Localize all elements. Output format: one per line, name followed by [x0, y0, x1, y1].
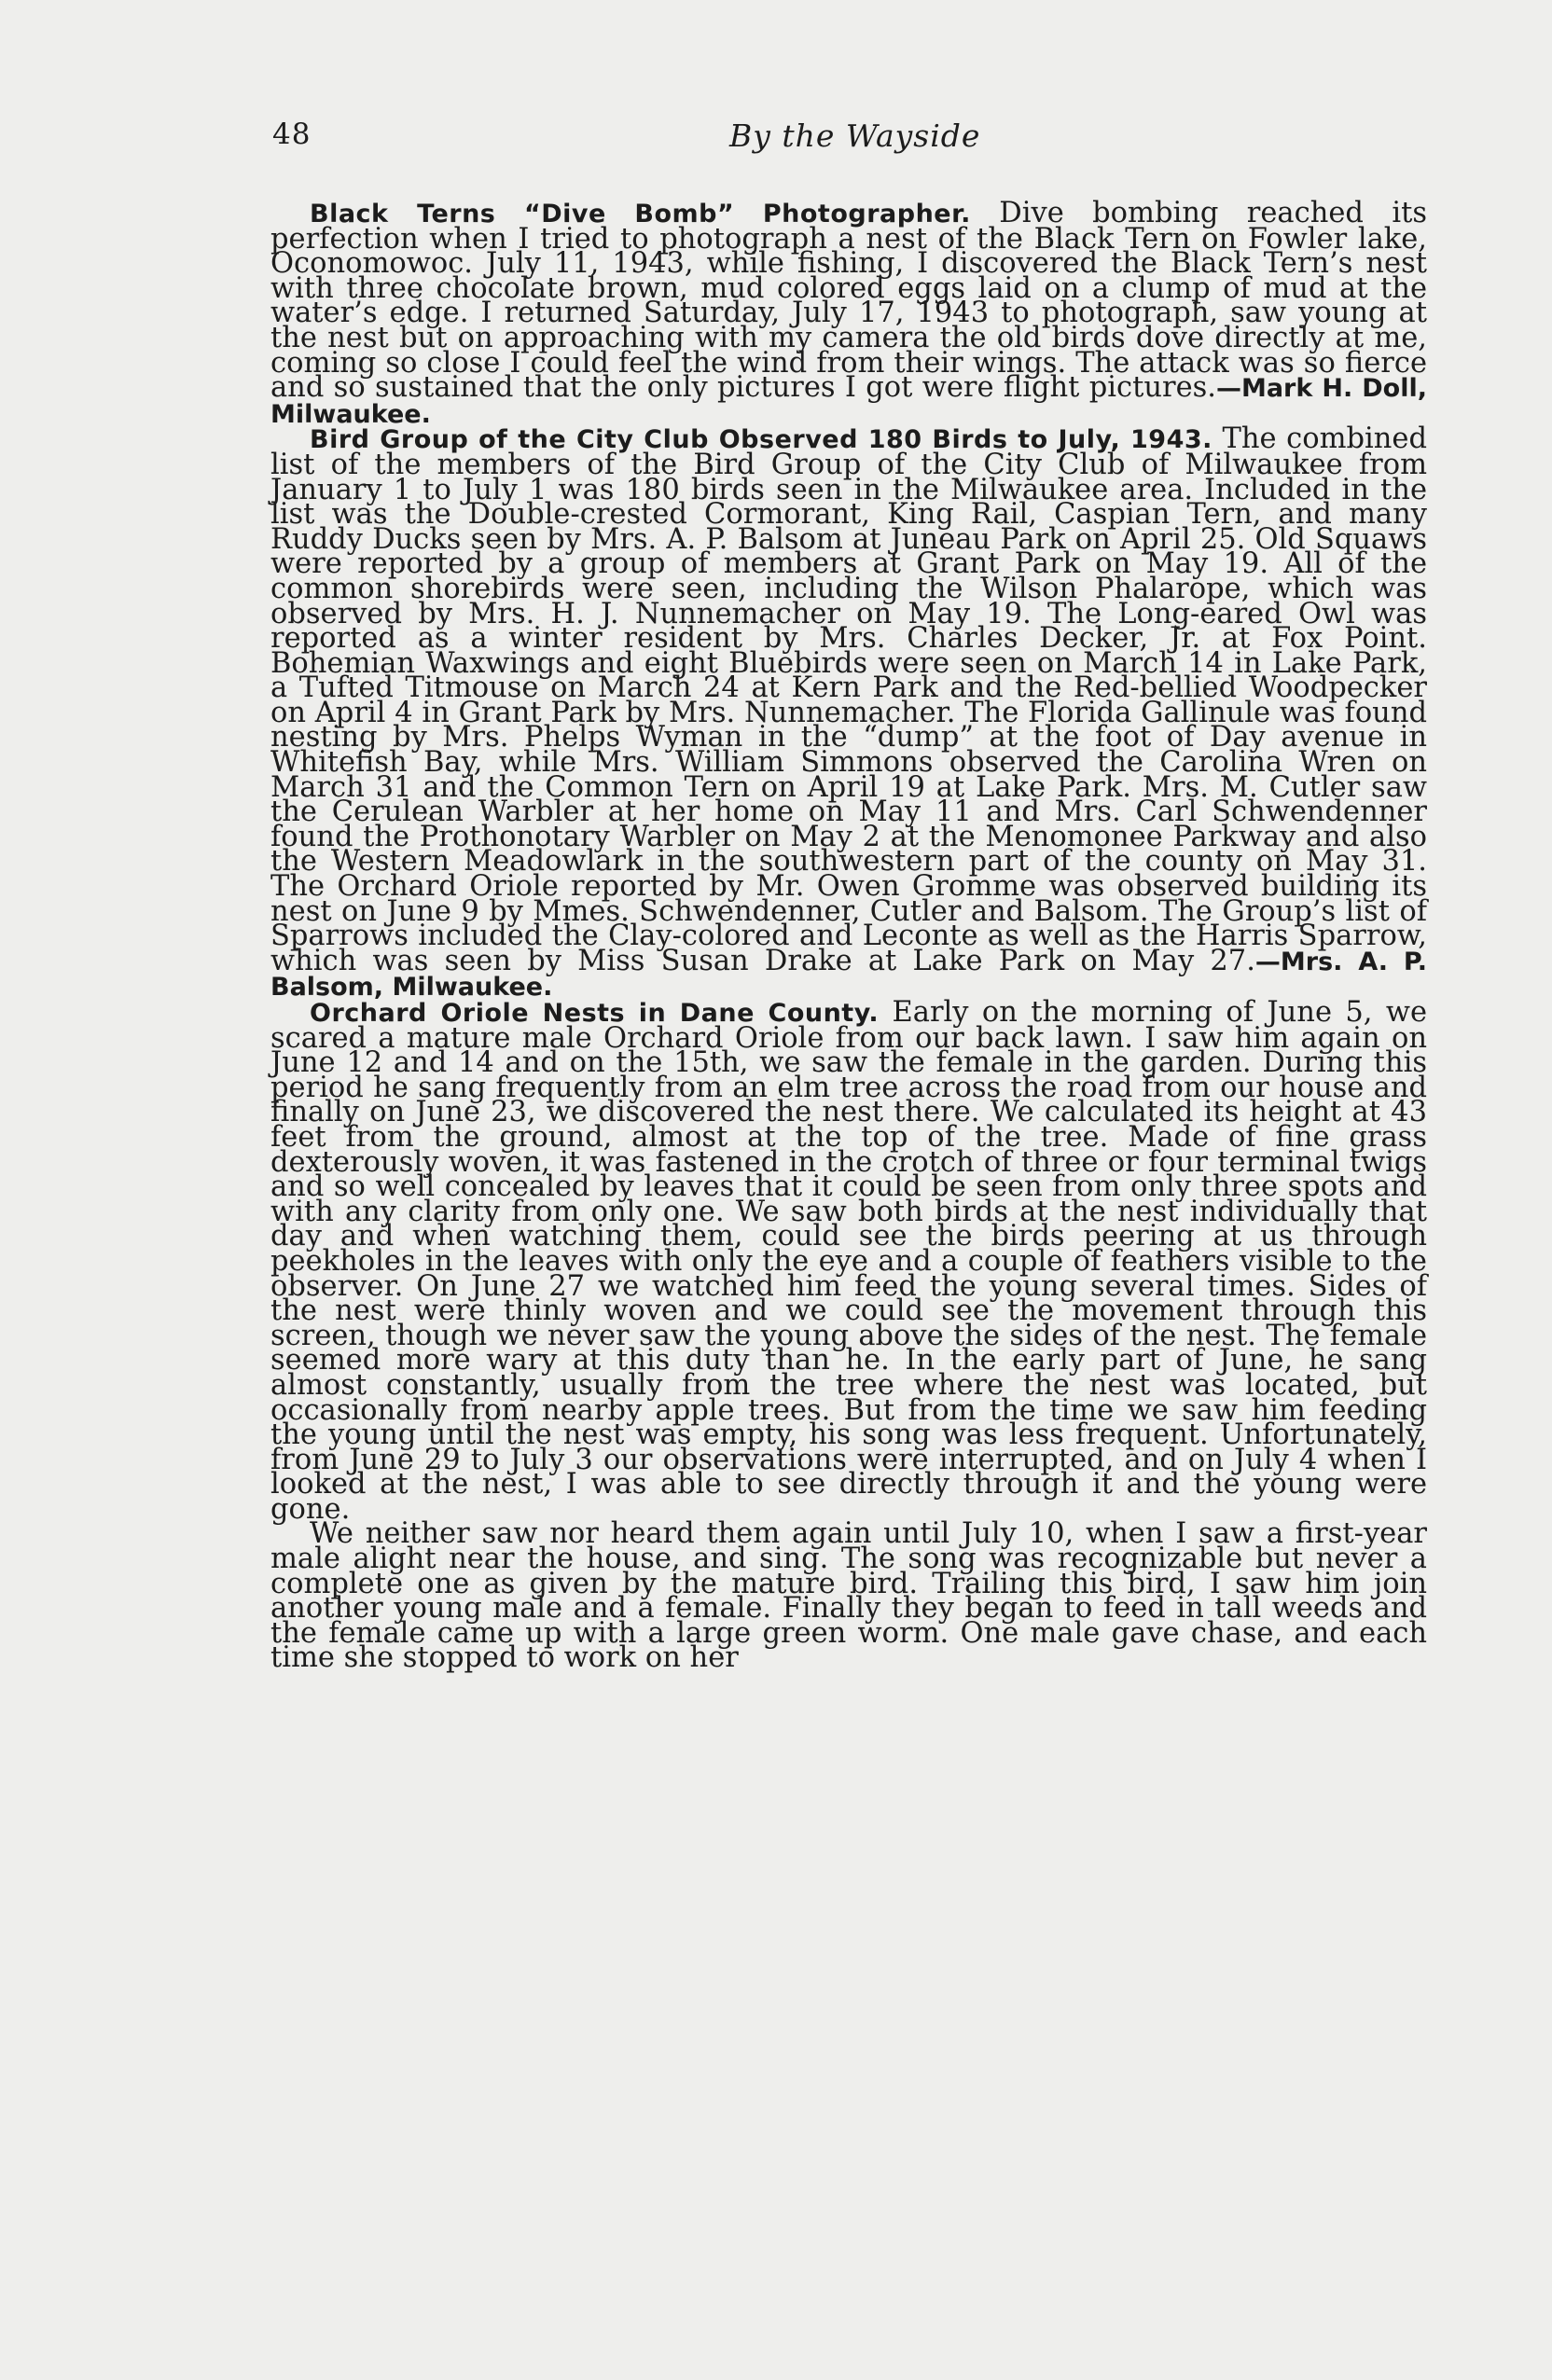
- article-body: Dive bombing reached its perfection when I tried to photograph a nest of the Black Tern on Fowler lake, Oconomowoc. July 11, 1943, while fishing, I discovered the Black Tern’s nest with three chocolate brown, mud colored eggs laid on a clump of mud at the water’s edge. I returned Saturday, July 17, 1943 to photograph, saw young at the nest but on approaching with my camera the old birds dove directly at me, coming so close I could feel the wind from their wings. The attack was so fierce and so sustained that the only pictures I got were flight pictures.: [270, 197, 1427, 405]
- running-head: By the Wayside: [729, 118, 981, 154]
- page-header: [272, 118, 1280, 173]
- article-signature: —Mrs. A. P. Balsom, Milwaukee.: [270, 947, 1427, 1003]
- article-title: Black Terns “Dive Bomb” Photographer.: [310, 200, 971, 228]
- article-signature: —Mark H. Doll, Milwaukee.: [270, 374, 1427, 429]
- article-continuation: We neither saw nor heard them again until July 10, when I saw a first-year male alight near the house, and sing. The song was recognizable but never a complete one as given by the mature bird. Trailing this bird, I saw him join another young male and a female. Finally they began to feed in tall weeds and the female came up with a large green worm. One male gave chase, and each time she stopped to work on her: [270, 1517, 1427, 1675]
- article-title: Bird Group of the City Club Observed 180 Birds to July, 1943.: [310, 425, 1212, 455]
- page-body: [270, 197, 1428, 1675]
- article-orchard-oriole: [270, 996, 1428, 1526]
- article-city-club: [270, 422, 1427, 1003]
- article-body: Early on the morning of June 5, we scared a mature male Orchard Oriole from our back lawn. I saw him again on June 12 and 14 and on the 15th, we saw the female in the garden. During this period he sang frequently from an elm tree across the road from our house and finally on June 23, we discovered the nest there. We calculated its height at 43 feet from the ground, almost at the top of the tree. Made of fine grass dexterously woven, it was fastened in the crotch of three or four terminal twigs and so well concealed by leaves that it could be seen from only three spots and with any clarity from only one. We saw both birds at the nest individually that day and when watching them, could see the birds peering at us through peekholes in the leaves with only the eye and a couple of feathers visible to the observer. On June 27 we watched him feed the young several times. Sides of the nest were thinly woven and we could see the movement through this screen, though we never saw the young above the sides of the nest. The female seemed more wary at this duty than he. In the early part of June, he sang almost constantly, usually from the tree where the nest was located, but occasionally from nearby apple trees. But from the time we saw him feeding the young until the nest was empty, his song was less frequent. Unfortunately, from June 29 to July 3 our observations were interrupted, and on July 4 when I looked at the nest, I was able to see directly through it and the young were gone.: [270, 996, 1428, 1526]
- article-body: The combined list of the members of the Bird Group of the City Club of Milwaukee from January 1 to July 1 was 180 birds seen in the Milwaukee area. Included in the list was the Double-crested Cormorant, King Rail, Caspian Tern, and many Ruddy Ducks seen by Mrs. A. P. Balsom at Juneau Park on April 25. Old Squaws were reported by a group of members at Grant Park on May 19. All of the common shorebirds were seen, including the Wilson Phalarope, which was observed by Mrs. H. J. Nunnemacher on May 19. The Long-eared Owl was reported as a winter resident by Mrs. Charles Decker, Jr. at Fox Point. Bohemian Waxwings and eight Bluebirds were seen on March 14 in Lake Park, a Tufted Titmouse on March 24 at Kern Park and the Red-bellied Woodpecker on April 4 in Grant Park by Mrs. Nunnemacher. The Florida Gallinule was found nesting by Mrs. Phelps Wyman in the “dump” at the foot of Day avenue in Whitefish Bay, while Mrs. William Simmons observed the Carolina Wren on March 31 and the Common Tern on April 19 at Lake Park. Mrs. M. Cutler saw the Cerulean Warbler at her home on May 11 and Mrs. Carl Schwendenner found the Prothonotary Warbler on May 2 at the Menomonee Parkway and also the Western Meadowlark in the southwestern part of the county on May 31. The Orchard Oriole reported by Mr. Owen Gromme was observed building its nest on June 9 by Mmes. Schwendenner, Cutler and Balsom. The Group’s list of Sparrows included the Clay-colored and Leconte as well as the Harris Sparrow, which was seen by Miss Susan Drake at Lake Park on May 27.: [270, 422, 1427, 977]
- article-black-terns: [270, 197, 1427, 429]
- page-number: 48: [272, 118, 312, 151]
- article-title: Orchard Oriole Nests in Dane County.: [310, 999, 880, 1028]
